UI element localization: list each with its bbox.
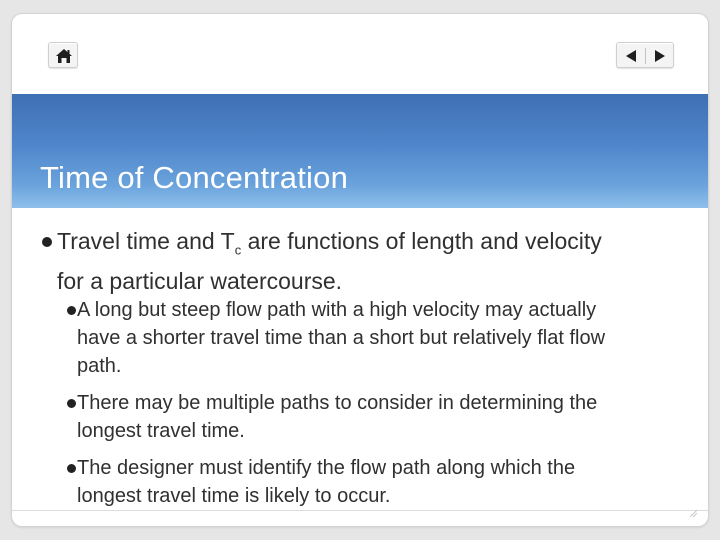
- bullet-dot-icon: [67, 399, 76, 408]
- sub-bullet-line: longest travel time.: [77, 420, 245, 442]
- sub-bullet-line: have a shorter travel time than a short but relatively flat flow: [77, 327, 606, 349]
- sub-bullet-line: path.: [77, 355, 122, 377]
- sub-bullet-line: The designer must identify the flow path along which the: [77, 457, 576, 479]
- footer-divider: [12, 510, 708, 511]
- sub-bullet-line: longest travel time is likely to occur.: [77, 485, 391, 507]
- main-bullet-line-2: for a particular watercourse.: [57, 267, 343, 294]
- bullet-dot-icon: [67, 464, 76, 473]
- sub-bullet-line: There may be multiple paths to consider in determining the: [77, 392, 598, 414]
- sub-bullet-list: [67, 296, 692, 519]
- main-bullet-text-1: Travel time and T: [57, 228, 235, 254]
- slide: [12, 14, 708, 526]
- slide-body: [12, 14, 708, 526]
- slide-title: Time of Concentration: [40, 160, 349, 195]
- main-bullet-text-2: are functions of length and velocity: [241, 228, 602, 254]
- sub-bullet: [67, 389, 692, 445]
- main-bullet: [40, 226, 690, 297]
- resize-grip-icon: [688, 508, 698, 518]
- sub-bullet: [67, 296, 692, 380]
- bullet-dot-icon: [42, 237, 52, 247]
- bullet-dot-icon: [67, 306, 76, 315]
- subscript-c: c: [234, 242, 242, 258]
- sub-bullet: [67, 454, 692, 510]
- sub-bullet-line: A long but steep flow path with a high velocity may actually: [77, 299, 597, 321]
